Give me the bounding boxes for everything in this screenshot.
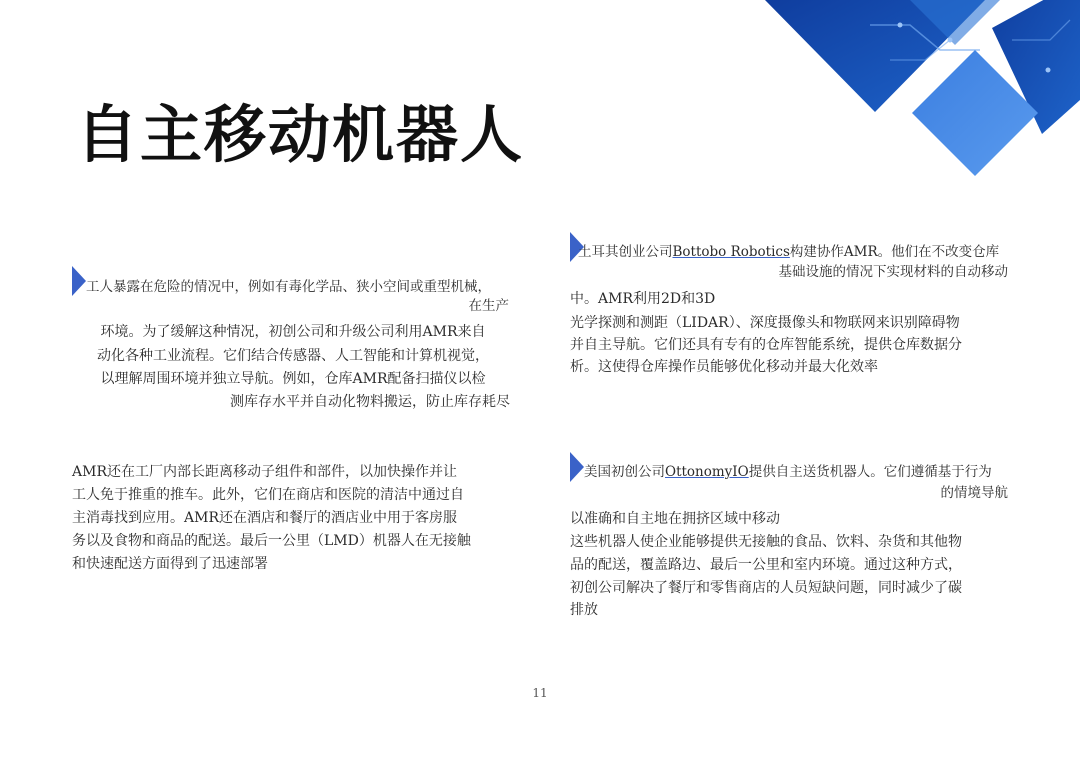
block3-line1: 光学探测和测距（LIDAR）、深度摄像头和物联网来识别障碍物 [570, 315, 960, 331]
block2-line5: 和快速配送方面得到了迅速部署 [72, 556, 268, 572]
block1-line2: 动化各种工业流程。它们结合传感器、人工智能和计算机视觉， [97, 348, 489, 364]
block4-line3: 初创公司解决了餐厅和零售商店的人员短缺问题，同时减少了碳 [570, 580, 962, 596]
block4-lead-post: 提供自主送货机器人。它们遵循基于行为 [748, 464, 992, 480]
block2-line3: 主消毒找到应用。AMR还在酒店和餐厅的酒店业中用于客房服 [72, 510, 457, 526]
block3-line3: 析。这使得仓库操作员能够优化移动并最大化效率 [570, 359, 878, 375]
block3-lead-line1 [578, 241, 1013, 263]
block2-line4: 务以及食物和商品的配送。最后一公里（LMD）机器人在无接触 [72, 533, 471, 549]
page-title: 自主移动机器人 [76, 98, 525, 171]
block4-line2: 品的配送，覆盖路边、最后一公里和室内环境。通过这种方式， [570, 557, 962, 573]
block1-line1: 环境。为了缓解这种情况，初创公司和升级公司利用AMR来自 [100, 324, 486, 340]
block2-line1: AMR还在工厂内部长距离移动子组件和部件，以加快操作并让 [72, 464, 457, 480]
ottonomyio-link[interactable]: OttonomyIO [665, 464, 749, 480]
decorative-corner-graphic [750, 0, 1080, 190]
block4-lead-line1 [584, 461, 1014, 483]
bottobo-robotics-link[interactable]: Bottobo Robotics [672, 244, 790, 260]
block3-line2: 并自主导航。它们还具有专有的仓库智能系统，提供仓库数据分 [570, 337, 962, 353]
block4-line0: 以准确和自主地在拥挤区域中移动 [570, 511, 780, 527]
block4-line4: 排放 [570, 602, 598, 618]
bullet-marker-4 [570, 452, 584, 482]
page-number: 11 [532, 686, 548, 700]
bullet-marker-1 [72, 266, 86, 296]
block3-lead-post: 构建协作AMR。他们在不改变仓库 [789, 244, 1000, 260]
block3-lead-pre: 土耳其创业公司 [578, 244, 673, 260]
block3-lead-line2: 基础设施的情况下实现材料的自动移动 [778, 264, 1008, 280]
block3-line0: 中。AMR利用2D和3D [570, 291, 716, 307]
block1-line4: 测库存水平并自动化物料搬运，防止库存耗尽 [230, 394, 510, 410]
block1-lead-line2: 在生产 [468, 298, 509, 314]
block4-lead-line2: 的情境导航 [940, 485, 1008, 501]
block2-line2: 工人免于推重的推车。此外，它们在商店和医院的清洁中通过自 [72, 487, 464, 503]
block1-line3: 以理解周围环境并独立导航。例如，仓库AMR配备扫描仪以检 [100, 371, 486, 387]
block4-lead-pre: 美国初创公司 [584, 464, 665, 480]
block1-lead-line1: 工人暴露在危险的情况中，例如有毒化学品、狭小空间或重型机械， [86, 279, 491, 295]
block4-line1: 这些机器人使企业能够提供无接触的食品、饮料、杂货和其他物 [570, 534, 962, 550]
